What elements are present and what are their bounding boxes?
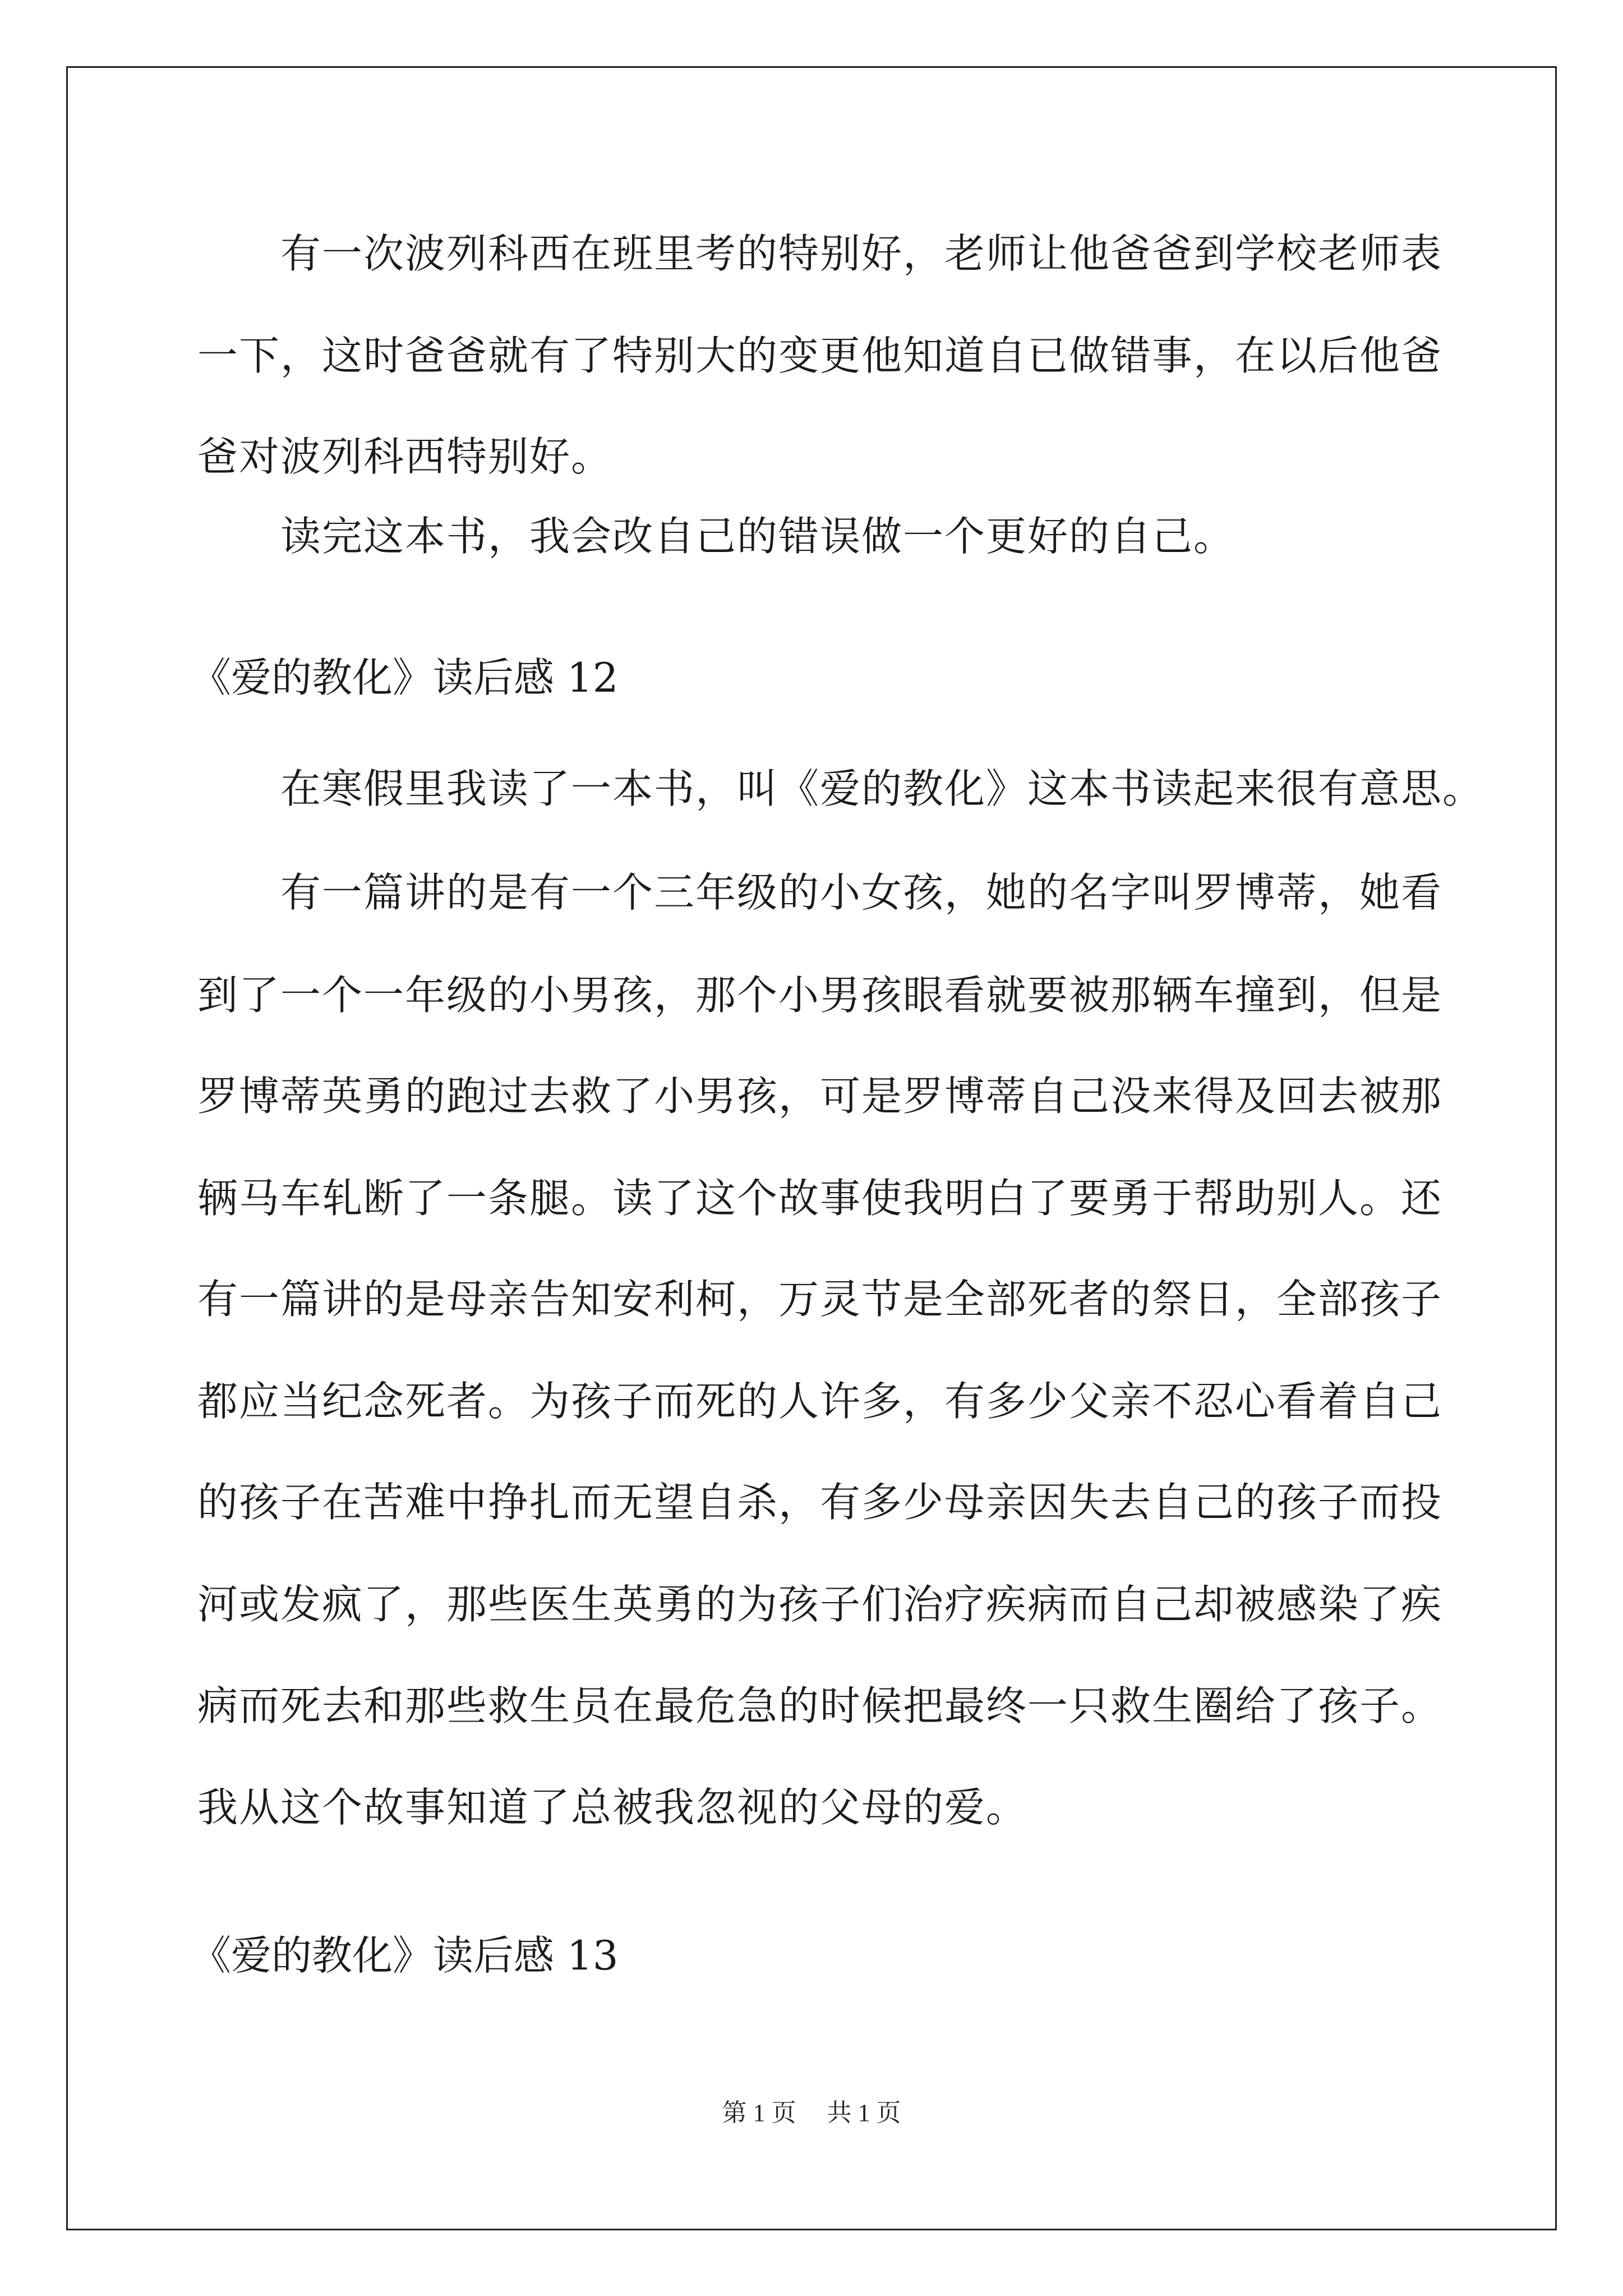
paragraph-line: 病而死去和那些救生员在最危急的时候把最终一只救生圈给了孩子。 bbox=[197, 1682, 1443, 1729]
paragraph-line: 一下，这时爸爸就有了特别大的变更他知道自已做错事，在以后他爸 bbox=[197, 332, 1443, 379]
page-total: 共 1 页 bbox=[827, 2099, 901, 2127]
paragraph-line: 都应当纪念死者。为孩子而死的人许多，有多少父亲不忍心看着自己 bbox=[197, 1378, 1443, 1425]
paragraph-line: 在寒假里我读了一本书，叫《爱的教化》这本书读起来很有意思。 bbox=[280, 765, 1484, 812]
page-border bbox=[66, 66, 1557, 2230]
paragraph-line: 辆马车轧断了一条腿。读了这个故事使我明白了要勇于帮助别人。还 bbox=[197, 1175, 1443, 1222]
paragraph-line: 读完这本书，我会改自己的错误做一个更好的自己。 bbox=[280, 513, 1235, 560]
page-footer bbox=[0, 2101, 1623, 2125]
section-heading: 《爱的教化》读后感 13 bbox=[191, 1932, 619, 1979]
section-heading: 《爱的教化》读后感 12 bbox=[191, 654, 619, 701]
paragraph-line: 有一篇讲的是有一个三年级的小女孩，她的名字叫罗博蒂，她看 bbox=[280, 869, 1443, 916]
paragraph-line: 爸对波列科西特别好。 bbox=[197, 433, 613, 480]
paragraph-line: 有一次波列科西在班里考的特别好，老师让他爸爸到学校老师表 bbox=[280, 230, 1443, 277]
paragraph-line: 到了一个一年级的小男孩，那个小男孩眼看就要被那辆车撞到，但是 bbox=[197, 972, 1443, 1019]
paragraph-line: 河或发疯了，那些医生英勇的为孩子们治疗疾病而自己却被感染了疾 bbox=[197, 1581, 1443, 1628]
paragraph-line: 罗博蒂英勇的跑过去救了小男孩，可是罗博蒂自己没来得及回去被那 bbox=[197, 1073, 1443, 1120]
paragraph-line: 的孩子在苦难中挣扎而无望自杀，有多少母亲因失去自己的孩子而投 bbox=[197, 1479, 1443, 1526]
paragraph-line: 我从这个故事知道了总被我忽视的父母的爱。 bbox=[197, 1784, 1028, 1831]
paragraph-line: 有一篇讲的是母亲告知安利柯，万灵节是全部死者的祭日，全部孩子 bbox=[197, 1276, 1443, 1323]
page-number: 第 1 页 bbox=[722, 2099, 796, 2127]
